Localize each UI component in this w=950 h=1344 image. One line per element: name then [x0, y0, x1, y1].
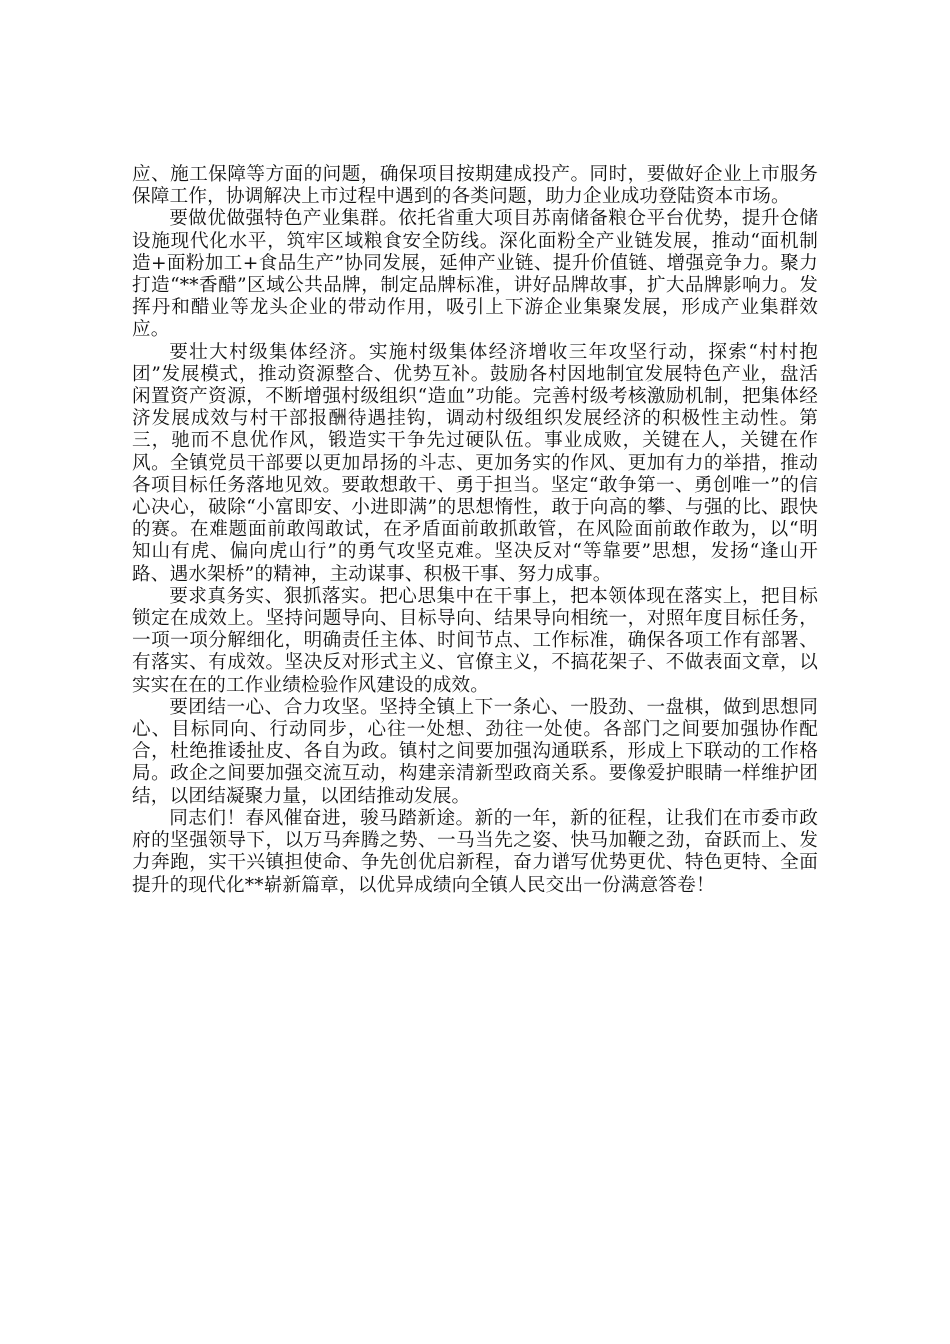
document-body: [132, 164, 818, 897]
paragraph-closing: 同志们！春风催奋进，骏马踏新途。新的一年，新的征程，让我们在市委市政府的坚强领导下，以万马奔腾之势、一马当先之姿、快马加鞭之劲，奋跃而上、发力奔跑，实干兴镇担使命、争先创优启新程，奋力谱写优势更优、特色更特、全面提升的现代化**崭新篇章，以优异成绩向全镇人民交出一份满意答卷！: [132, 807, 818, 896]
paragraph-implementation: 要求真务实、狠抓落实。把心思集中在干事上，把本领体现在落实上，把目标锁定在成效上。坚持问题导向、目标导向、结果导向相统一，对照年度目标任务，一项一项分解细化，明确责任主体、时间节点、工作标准，确保各项工作有部署、有落实、有成效。坚决反对形式主义、官僚主义，不搞花架子、不做表面文章，以实实在在的工作业绩检验作风建设的成效。: [132, 585, 818, 696]
paragraph-unity: 要团结一心、合力攻坚。坚持全镇上下一条心、一股劲、一盘棋，做到思想同心、目标同向、行动同步，心往一处想、劲往一处使。各部门之间要加强协作配合，杜绝推诿扯皮、各自为政。镇村之间要加强沟通联系，形成上下联动的工作格局。政企之间要加强交流互动，构建亲清新型政商关系。要像爱护眼睛一样维护团结，以团结凝聚力量，以团结推动发展。: [132, 696, 818, 807]
paragraph-industry-cluster: 要做优做强特色产业集群。依托省重大项目苏南储备粮仓平台优势，提升仓储设施现代化水平，筑牢区域粮食安全防线。深化面粉全产业链发展，推动“面机制造+面粉加工+食品生产”协同发展，延伸产业链、提升价值链、增强竞争力。聚力打造“**香醋”区域公共品牌，制定品牌标准，讲好品牌故事，扩大品牌影响力。发挥丹和醋业等龙头企业的带动作用，吸引上下游企业集聚发展，形成产业集群效应。: [132, 208, 818, 341]
paragraph-continuation: 应、施工保障等方面的问题，确保项目按期建成投产。同时，要做好企业上市服务保障工作，协调解决上市过程中遇到的各类问题，助力企业成功登陆资本市场。: [132, 164, 818, 208]
paragraph-village-economy: 要壮大村级集体经济。实施村级集体经济增收三年攻坚行动，探索“村村抱团”发展模式，推动资源整合、优势互补。鼓励各村因地制宜发展特色产业，盘活闲置资产资源，不断增强村级组织“造血”功能。完善村级考核激励机制，把集体经济发展成效与村干部报酬待遇挂钩，调动村级组织发展经济的积极性主动性。第三，驰而不息优作风，锻造实干争先过硬队伍。事业成败，关键在人，关键在作风。全镇党员干部要以更加昂扬的斗志、更加务实的作风、更加有力的举措，推动各项目标任务落地见效。要敢想敢干、勇于担当。坚定“敢争第一、勇创唯一”的信心决心，破除“小富即安、小进即满”的思想惰性，敢于向高的攀、与强的比、跟快的赛。在难题面前敢闯敢试，在矛盾面前敢抓敢管，在风险面前敢作敢为，以“明知山有虎、偏向虎山行”的勇气攻坚克难。坚决反对“等靠要”思想，发扬“逢山开路、遇水架桥”的精神，主动谋事、积极干事、努力成事。: [132, 341, 818, 585]
